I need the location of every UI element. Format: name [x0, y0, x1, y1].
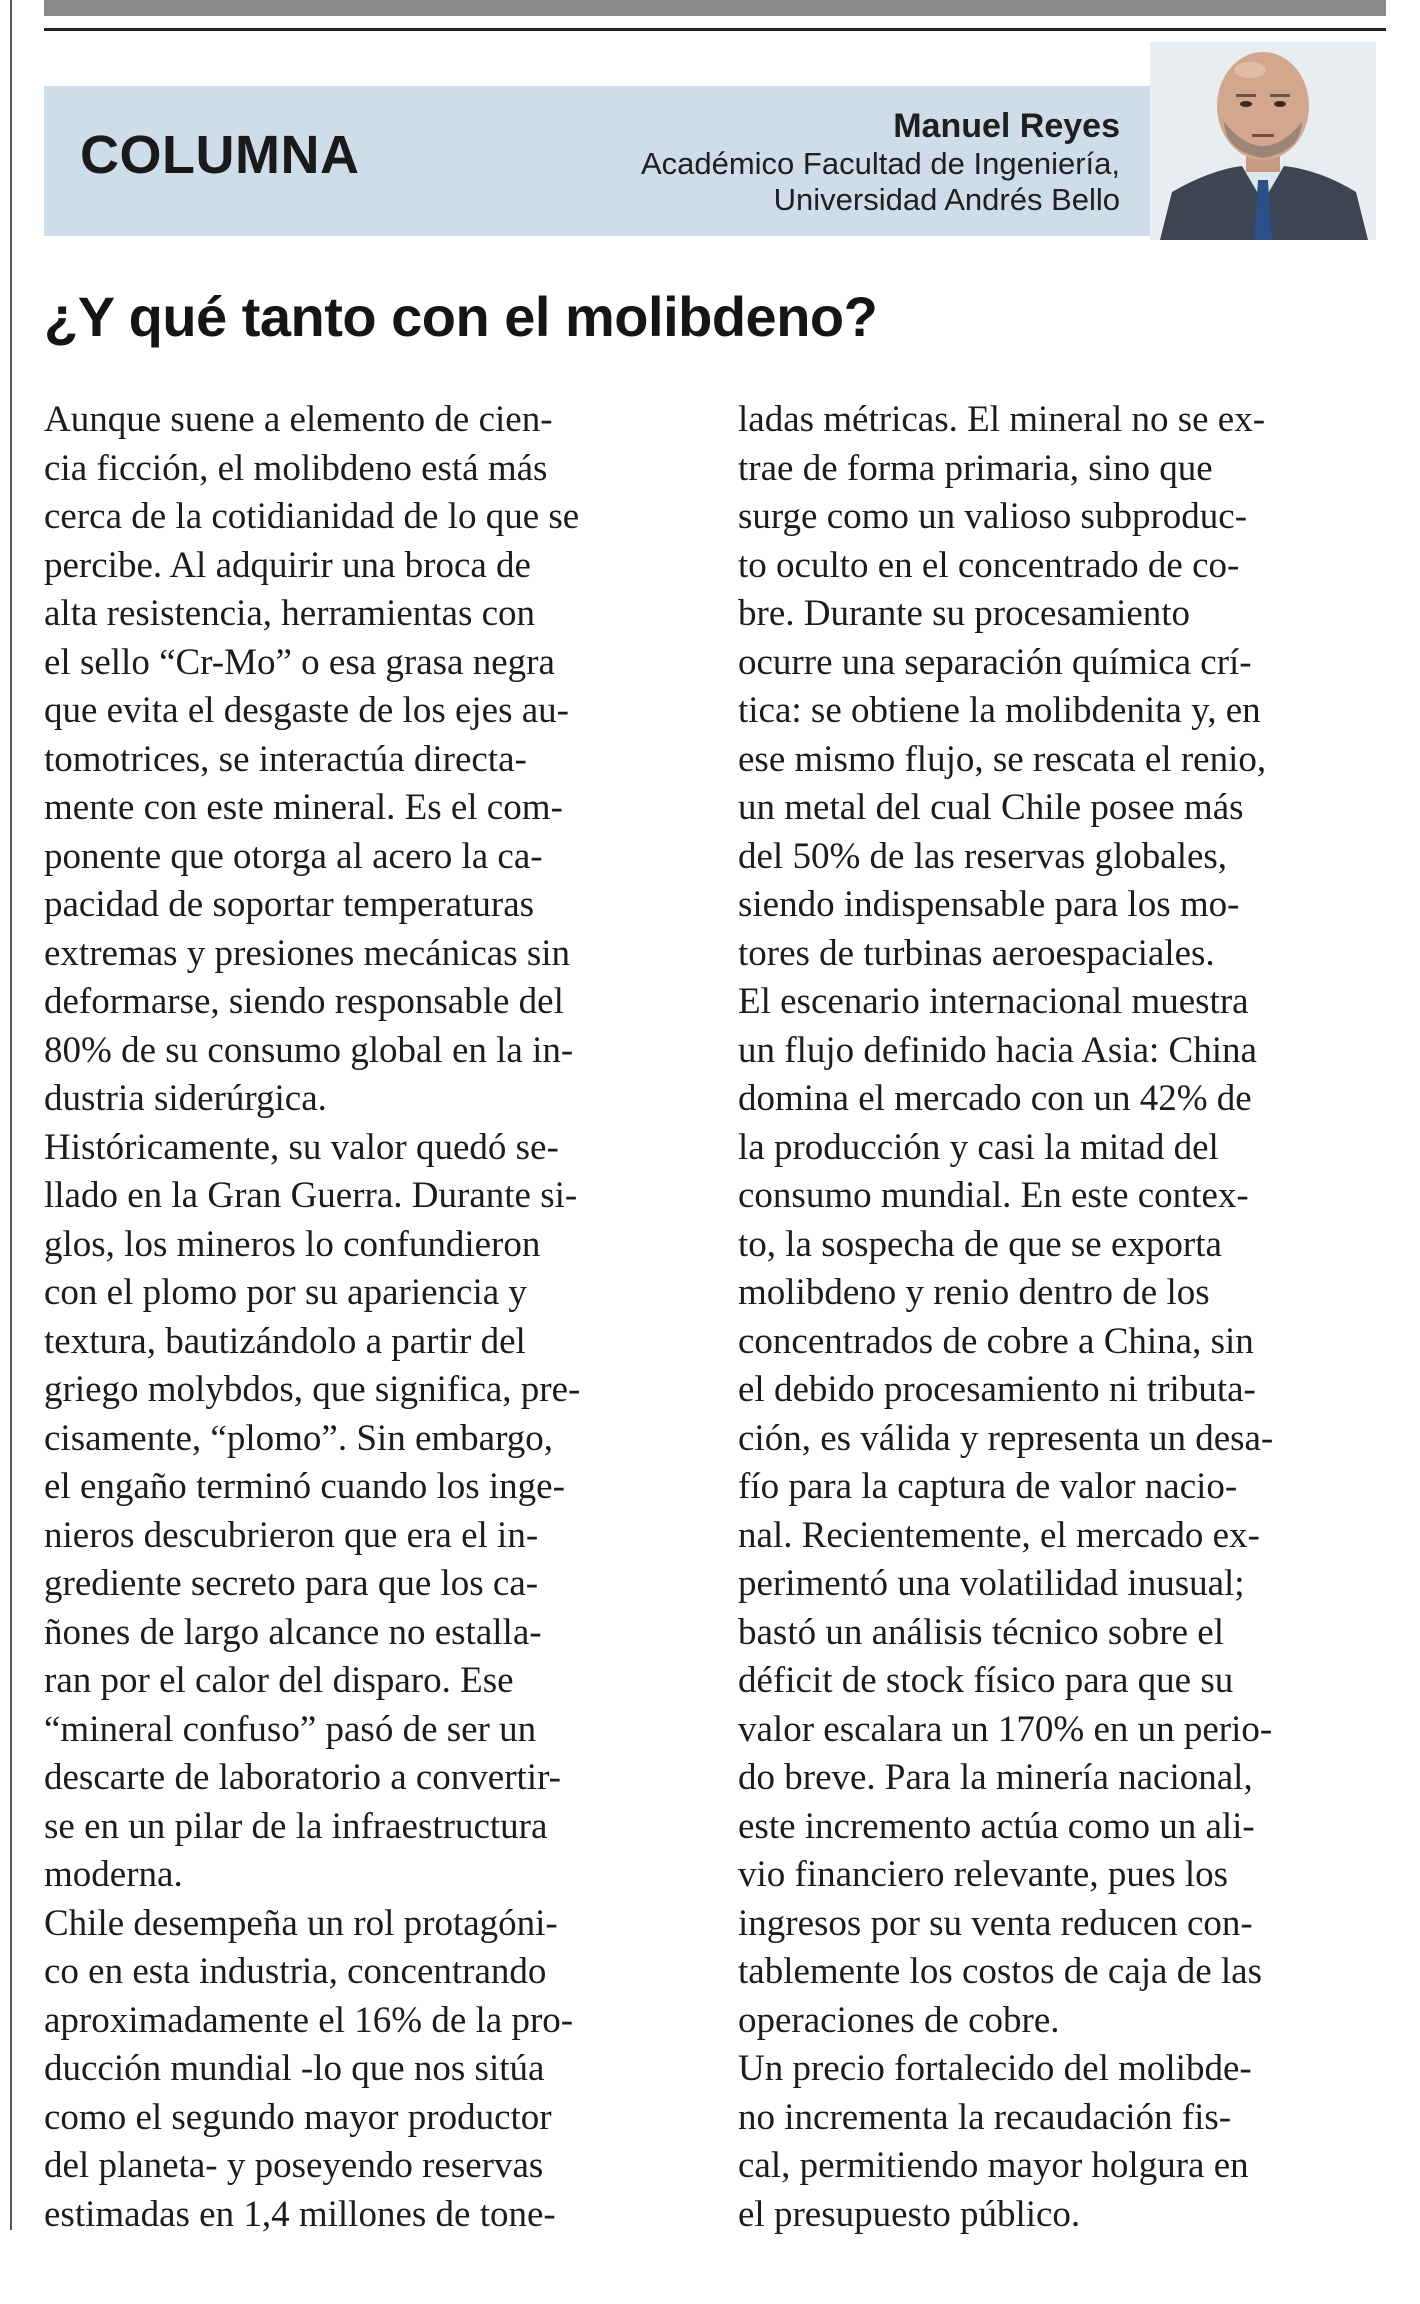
article-text-line: Chile desempeña un rol protagóni- — [44, 1902, 558, 1944]
article-text-line: ese mismo flujo, se rescata el renio, — [738, 738, 1267, 780]
article-text-line: El escenario internacional muestra — [738, 981, 1249, 1022]
article-text-line: tablemente los costos de caja de las — [738, 1951, 1262, 1992]
article-text-line: un flujo definido hacia Asia: China — [738, 1029, 1257, 1071]
article-column-left — [44, 396, 684, 2239]
article-text-line: del 50% de las reservas globales, — [738, 835, 1228, 877]
article-text-line: vio financiero relevante, pues los — [738, 1854, 1229, 1895]
article-text-line: to, la sospecha de que se exporta — [738, 1223, 1222, 1265]
article-text-line: griego molybdos, que significa, pre- — [44, 1369, 581, 1410]
article-text-line: cal, permitiendo mayor holgura en — [738, 2145, 1249, 2186]
article-text-line: tores de turbinas aeroespaciales. — [738, 932, 1215, 974]
article-text-line: este incremento actúa como un ali- — [738, 1805, 1255, 1847]
article-text-line: extremas y presiones mecánicas sin — [44, 932, 571, 974]
author-role-line-2: Universidad Andrés Bello — [773, 182, 1120, 217]
article-text-line: textura, bautizándolo a partir del — [44, 1320, 526, 1362]
article-text-line: el sello “Cr-Mo” o esa grasa negra — [44, 641, 555, 683]
author-name: Manuel Reyes — [893, 107, 1120, 145]
article-text-line: ducción mundial -lo que nos sitúa — [44, 2048, 545, 2089]
article-text-line: deformarse, siendo responsable del — [44, 981, 564, 1022]
article-text-line: ción, es válida y representa un desa- — [738, 1417, 1274, 1459]
article-text-line: alta resistencia, herramientas con — [44, 593, 536, 634]
article-text-line: molibdeno y renio dentro de los — [738, 1272, 1210, 1313]
article-text-line: percibe. Al adquirir una broca de — [44, 544, 531, 586]
author-byline — [641, 106, 1120, 218]
article-text-line: valor escalara un 170% en un perio- — [738, 1708, 1273, 1750]
article-text-line: consumo mundial. En este contex- — [738, 1175, 1249, 1216]
article-text-line: cerca de la cotidianidad de lo que se — [44, 496, 580, 537]
article-text-line: glos, los mineros lo confundieron — [44, 1223, 541, 1265]
article-text-line: déficit de stock físico para que su — [738, 1660, 1234, 1701]
article-text-line: dustria siderúrgica. — [44, 1078, 327, 1119]
article-text-line: Un precio fortalecido del molibde- — [738, 2048, 1252, 2089]
article-text-line: con el plomo por su apariencia y — [44, 1272, 527, 1313]
article-text-line: surge como un valioso subproduc- — [738, 496, 1248, 537]
article-text-line: grediente secreto para que los ca- — [44, 1563, 539, 1604]
author-portrait — [1150, 42, 1376, 240]
article-text-line: el presupuesto público. — [738, 2193, 1081, 2235]
article-text-line: ñones de largo alcance no estalla- — [44, 1611, 542, 1653]
article-text-line: pacidad de soportar temperaturas — [44, 884, 535, 925]
article-text-line: cisamente, “plomo”. Sin embargo, — [44, 1417, 553, 1459]
article-text-line: ingresos por su venta reducen con- — [738, 1902, 1253, 1944]
top-rule — [44, 28, 1386, 31]
article-text-line: se en un pilar de la infraestructura — [44, 1805, 548, 1847]
article-text-line: operaciones de cobre. — [738, 1999, 1060, 2041]
article-headline: ¿Y qué tanto con el molibdeno? — [44, 285, 878, 348]
article-text-line: siendo indispensable para los mo- — [738, 884, 1240, 925]
article-text-line: ocurre una separación química crí- — [738, 641, 1252, 683]
article-text-line: Aunque suene a elemento de cien- — [44, 399, 553, 440]
article-text-line: nieros descubrieron que era el in- — [44, 1514, 539, 1556]
article-text-line: llado en la Gran Guerra. Durante si- — [44, 1175, 578, 1216]
article-text-line: tomotrices, se interactúa directa- — [44, 738, 527, 780]
article-text-line: ran por el calor del disparo. Ese — [44, 1660, 514, 1701]
article-text-line: estimadas en 1,4 millones de tone- — [44, 2193, 556, 2235]
article-text-line: co en esta industria, concentrando — [44, 1951, 547, 1992]
article-text-line: ponente que otorga al acero la ca- — [44, 835, 543, 877]
article-text-line: el engaño terminó cuando los inge- — [44, 1466, 565, 1507]
article-text-line: ladas métricas. El mineral no se ex- — [738, 399, 1266, 440]
article-text-line: trae de forma primaria, sino que — [738, 447, 1213, 489]
article-text-line: tica: se obtiene la molibdenita y, en — [738, 690, 1261, 731]
article-text-line: do breve. Para la minería nacional, — [738, 1757, 1253, 1798]
article-text-line: 80% de su consumo global en la in- — [44, 1029, 574, 1071]
article-text-line: del planeta- y poseyendo reservas — [44, 2145, 544, 2186]
article-text-line: domina el mercado con un 42% de — [738, 1078, 1252, 1119]
article-text-line: no incrementa la recaudación fis- — [738, 2096, 1232, 2138]
article-column-right — [738, 396, 1378, 2239]
article-text-line: cia ficción, el molibdeno está más — [44, 447, 548, 489]
article-text-line: el debido procesamiento ni tributa- — [738, 1369, 1256, 1410]
article-text-line: bastó un análisis técnico sobre el — [738, 1611, 1225, 1653]
article-text-line: descarte de laboratorio a convertir- — [44, 1757, 561, 1798]
page-border — [10, 0, 12, 2230]
article-text-line: fío para la captura de valor nacio- — [738, 1466, 1238, 1507]
article-text-line: perimentó una volatilidad inusual; — [738, 1563, 1245, 1604]
article-text-line: la producción y casi la mitad del — [738, 1126, 1219, 1168]
article-text-line: un metal del cual Chile posee más — [738, 787, 1244, 828]
article-text-line: Históricamente, su valor quedó se- — [44, 1126, 559, 1168]
top-bar — [44, 0, 1386, 16]
author-portrait-image — [1150, 42, 1376, 240]
article-text-line: que evita el desgaste de los ejes au- — [44, 690, 569, 731]
article-text-line: moderna. — [44, 1854, 183, 1895]
article-text-line: “mineral confuso” pasó de ser un — [44, 1708, 537, 1750]
article-text-line: concentrados de cobre a China, sin — [738, 1320, 1254, 1362]
article-text-line: como el segundo mayor productor — [44, 2096, 552, 2138]
article-text-line: aproximadamente el 16% de la pro- — [44, 1999, 574, 2041]
section-label: COLUMNA — [80, 125, 360, 185]
article-text-line: bre. Durante su procesamiento — [738, 593, 1191, 634]
article-text-line: to oculto en el concentrado de co- — [738, 544, 1240, 586]
author-role-line-1: Académico Facultad de Ingeniería, — [640, 146, 1120, 181]
article-text-line: nal. Recientemente, el mercado ex- — [738, 1514, 1260, 1556]
article-text-line: mente con este mineral. Es el com- — [44, 787, 563, 828]
